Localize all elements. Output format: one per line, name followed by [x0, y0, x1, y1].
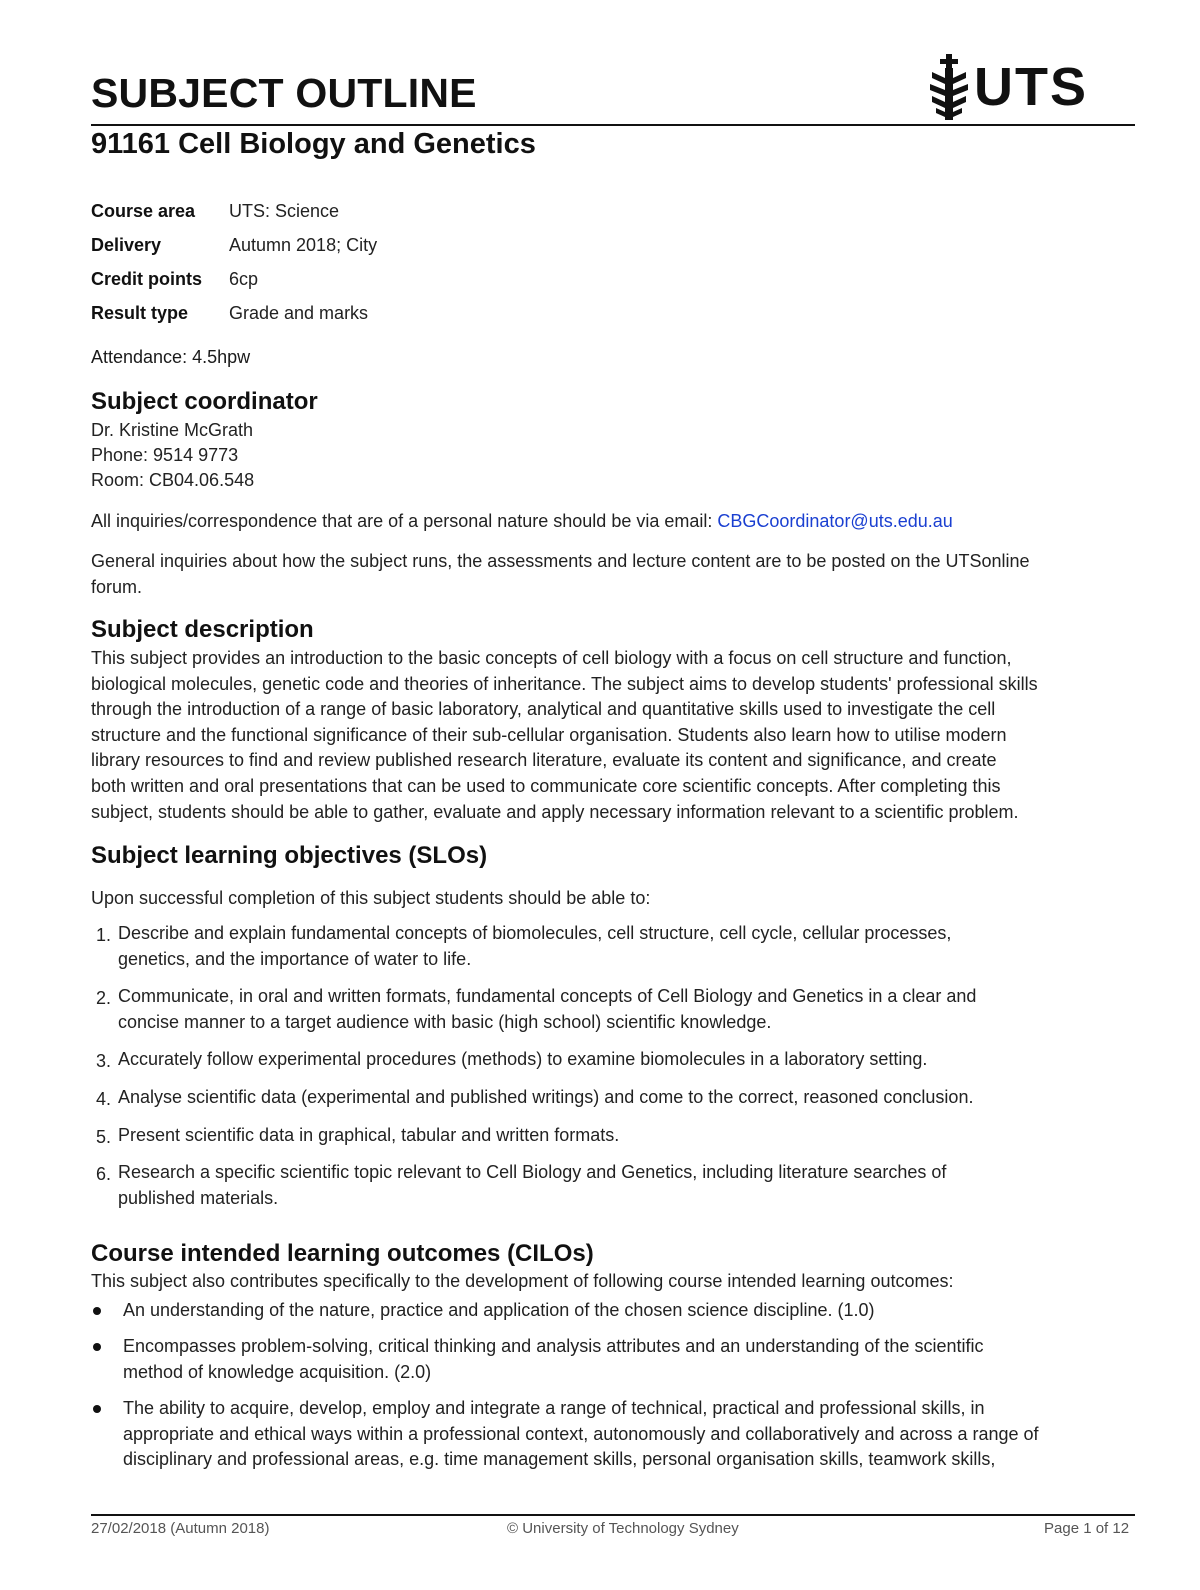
slo-text: concise manner to a target audience with basic (high school) scientific knowledge. — [118, 1011, 772, 1032]
description-line: This subject provides an introduction to the basic concepts of cell biology with a focus on cell structure and function, — [91, 648, 1012, 668]
inquiries-text: All inquiries/correspondence that are of a personal nature should be via email: — [91, 511, 718, 531]
slo-text: published materials. — [118, 1187, 279, 1208]
description-line: subject, students should be able to gather, evaluate and apply necessary information relevant to a scientific problem. — [91, 801, 1019, 822]
header-divider — [91, 124, 1135, 126]
footer-copyright: © University of Technology Sydney — [507, 1520, 739, 1537]
uts-crest-icon — [928, 54, 970, 120]
slo-intro: Upon successful completion of this subject students should be able to: — [91, 888, 651, 908]
footer-page-number: Page 1 of 12 — [1044, 1520, 1130, 1537]
cilo-text: An understanding of the nature, practice and application of the chosen science discipline. (1.0) — [123, 1300, 875, 1320]
slo-text: Describe and explain fundamental concepts of biomolecules, cell structure, cell cycle, cellular processes, — [118, 923, 952, 943]
general-inquiries-line: General inquiries about how the subject runs, the assessments and lecture content are to be posted on the UTSonline — [91, 551, 1030, 571]
bullet-icon — [93, 1307, 101, 1315]
logo-text: UTS — [974, 57, 1088, 117]
slo-item — [91, 1123, 1141, 1149]
cilo-text: Encompasses problem-solving, critical thinking and analysis attributes and an understanding of the scientific — [123, 1336, 984, 1356]
slo-text: Research a specific scientific topic relevant to Cell Biology and Genetics, including literature searches of — [118, 1162, 947, 1182]
cilo-text: disciplinary and professional areas, e.g. time management skills, personal organisation skills, teamwork skills, — [123, 1449, 996, 1469]
subject-details — [91, 194, 377, 330]
slo-item — [91, 1085, 1141, 1111]
footer-date: 27/02/2018 (Autumn 2018) — [91, 1520, 270, 1537]
slo-text: Analyse scientific data (experimental and published writings) and come to the correct, reasoned conclusion. — [118, 1087, 974, 1107]
detail-label: Result type — [91, 302, 189, 323]
detail-label: Course area — [91, 200, 196, 221]
slo-number: 4. — [96, 1089, 112, 1109]
slo-item — [91, 1160, 1141, 1211]
slo-number: 1. — [96, 925, 112, 945]
cilo-item — [91, 1396, 1141, 1473]
footer-divider — [91, 1514, 1135, 1516]
cilo-text: The ability to acquire, develop, employ and integrate a range of technical, practical and professional skills, in — [123, 1398, 985, 1418]
slo-number: 5. — [96, 1127, 112, 1147]
inquiries-line — [91, 509, 1141, 535]
detail-value: Autumn 2018; City — [229, 234, 378, 255]
slo-item — [91, 921, 1141, 972]
description-line: through the introduction of a range of basic laboratory, analytical and quantitative skills used to investigate the cell — [91, 699, 996, 720]
slo-heading: Subject learning objectives (SLOs) — [91, 842, 488, 869]
uts-logo — [928, 54, 1088, 120]
slo-item — [91, 984, 1141, 1035]
slo-number: 2. — [96, 988, 112, 1008]
detail-row — [91, 194, 377, 228]
slo-item — [91, 1047, 1141, 1073]
description-heading: Subject description — [91, 616, 314, 643]
description-line: library resources to find and review published research literature, evaluate its content and significance, and create — [91, 750, 997, 771]
bullet-icon — [93, 1343, 101, 1351]
slo-text: Present scientific data in graphical, tabular and written formats. — [118, 1125, 620, 1145]
slo-text: genetics, and the importance of water to life. — [118, 948, 472, 969]
bullet-icon — [93, 1405, 101, 1413]
cilo-item — [91, 1298, 1141, 1324]
detail-label: Delivery — [91, 234, 162, 255]
description-line: biological molecules, genetic code and theories of inheritance. The subject aims to develop students' professional skills — [91, 673, 1038, 694]
detail-value: 6cp — [229, 268, 259, 289]
coordinator-room: Room: CB04.06.548 — [91, 470, 255, 490]
attendance: Attendance: 4.5hpw — [91, 347, 251, 367]
page-title: SUBJECT OUTLINE — [91, 70, 477, 116]
detail-row — [91, 228, 377, 262]
detail-value: UTS: Science — [229, 200, 340, 221]
subject-title: 91161 Cell Biology and Genetics — [91, 128, 536, 160]
cilo-heading: Course intended learning outcomes (CILOs) — [91, 1240, 594, 1267]
coordinator-email-link[interactable]: CBGCoordinator@uts.edu.au — [717, 511, 953, 531]
slo-number: 6. — [96, 1164, 112, 1184]
detail-label: Credit points — [91, 268, 202, 289]
slo-number: 3. — [96, 1051, 112, 1071]
coordinator-name: Dr. Kristine McGrath — [91, 420, 254, 440]
detail-row — [91, 296, 377, 330]
cilo-intro: This subject also contributes specifically to the development of following course intended learning outcomes: — [91, 1271, 954, 1291]
coordinator-heading: Subject coordinator — [91, 388, 318, 415]
slo-text: Accurately follow experimental procedures (methods) to examine biomolecules in a laboratory setting. — [118, 1049, 928, 1069]
description-line: structure and the functional significance of their sub-cellular organisation. Students also learn how to utilise modern — [91, 724, 1007, 745]
cilo-text: appropriate and ethical ways within a professional context, autonomously and collaboratively and across a range of — [123, 1423, 1039, 1444]
detail-value: Grade and marks — [229, 302, 369, 323]
cilo-text: method of knowledge acquisition. (2.0) — [123, 1361, 432, 1382]
detail-row — [91, 262, 377, 296]
general-inquiries-line: forum. — [91, 577, 143, 597]
cilo-item — [91, 1334, 1141, 1385]
description-line: both written and oral presentations that can be used to communicate core scientific concepts. After completing this — [91, 776, 1001, 796]
slo-text: Communicate, in oral and written formats, fundamental concepts of Cell Biology and Genetics in a clear and — [118, 986, 977, 1006]
coordinator-phone: Phone: 9514 9773 — [91, 445, 239, 465]
